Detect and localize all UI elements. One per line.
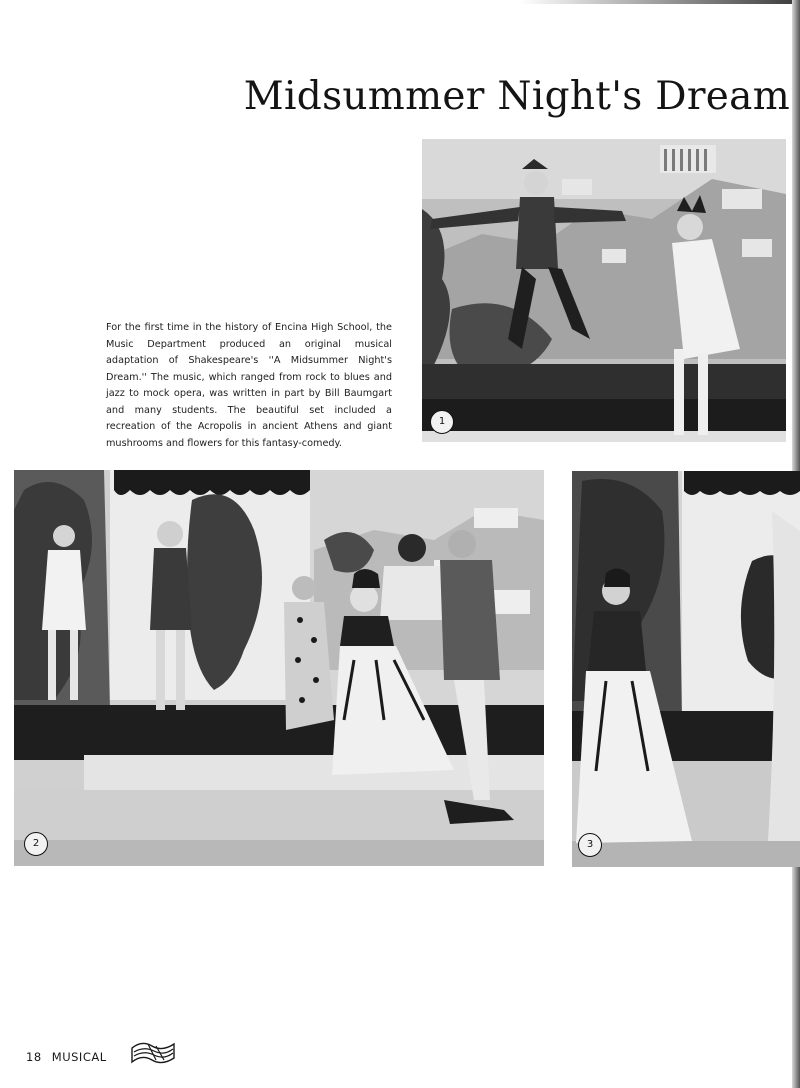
photo-3 <box>572 471 800 867</box>
page-number: 18 <box>26 1050 42 1064</box>
photo-1 <box>422 139 786 442</box>
article-paragraph: For the first time in the history of Encina High School, the Music Department produced an original musical adaptation of Shakespeare's ''A Midsummer Night's Dream.'' The music, which ranged from rock to blues and jazz to mock opera, was written in part by Bill Baumgart and many students. The beautiful set included a recreation of the Acropolis in ancient Athens and giant mushrooms and flowers for this fantasy-comedy. <box>106 322 392 449</box>
photo-number-badge: 2 <box>24 832 48 856</box>
page-title: Midsummer Night's Dream <box>243 74 790 119</box>
photo-3-image <box>572 471 800 867</box>
photo-1-image <box>422 139 786 442</box>
photo-2-image <box>14 470 544 866</box>
page-edge-shadow-top <box>520 0 800 4</box>
photo-2 <box>14 470 544 866</box>
page-footer <box>26 1050 107 1064</box>
photo-number-badge: 3 <box>578 833 602 857</box>
flag-logo-icon <box>130 1040 176 1070</box>
photo-number-badge: 1 <box>430 410 454 434</box>
section-label: MUSICAL <box>51 1050 107 1064</box>
